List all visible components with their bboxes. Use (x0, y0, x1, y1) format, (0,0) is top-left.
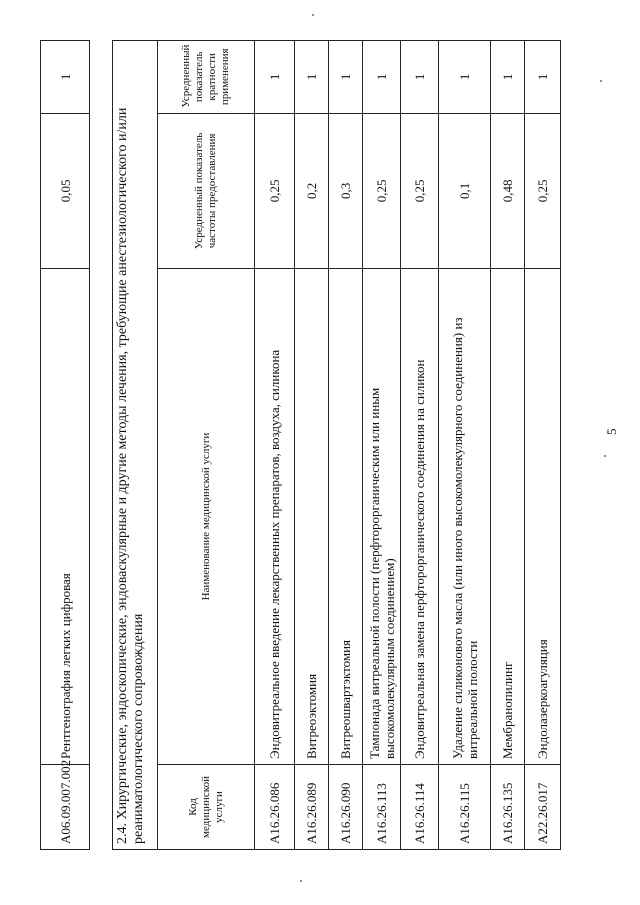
table-row (255, 41, 295, 850)
service-code: A16.26.113 (363, 764, 401, 849)
service-code: A16.26.115 (439, 764, 491, 849)
multiplicity-value: 1 (401, 41, 439, 114)
multiplicity-value: 1 (329, 41, 363, 114)
header-multiplicity: Усредненный показатель кратности применения (158, 41, 255, 114)
table-row (363, 41, 401, 850)
service-code: A16.26.135 (491, 764, 525, 849)
service-code: A06.09.007.002 (41, 764, 90, 849)
frequency-value: 0,25 (401, 113, 439, 269)
frequency-value: 0,25 (525, 113, 561, 269)
service-code: A16.26.090 (329, 764, 363, 849)
table-row (401, 41, 439, 850)
scan-speck (312, 14, 314, 16)
multiplicity-value: 1 (255, 41, 295, 114)
scan-speck (600, 80, 602, 82)
header-row (158, 41, 255, 850)
service-name: Эндолазеркоагуляция (525, 269, 561, 765)
table-row (295, 41, 329, 850)
service-name: Мембранопилинг (491, 269, 525, 765)
table-row (439, 41, 491, 850)
service-name: Тампонада витреальной полости (перфторорганическим или иным высокомолекулярным соединением) (363, 269, 401, 765)
frequency-value: 0,3 (329, 113, 363, 269)
scan-speck (300, 880, 302, 882)
service-name: Витреошвартэктомия (329, 269, 363, 765)
service-code: A16.26.089 (295, 764, 329, 849)
service-code: A22.26.017 (525, 764, 561, 849)
section-title: 2.4. Хирургические, эндоскопические, эндоваскулярные и другие методы лечения, требующие анестезиологического и/или реаниматологического сопровождения (113, 41, 158, 850)
multiplicity-value: 1 (363, 41, 401, 114)
multiplicity-value: 1 (41, 41, 90, 114)
multiplicity-value: 1 (439, 41, 491, 114)
multiplicity-value: 1 (525, 41, 561, 114)
service-code: A16.26.086 (255, 764, 295, 849)
table-row (329, 41, 363, 850)
table-row (41, 41, 90, 850)
header-code: Код медицинской услуги (158, 764, 255, 849)
table-row (491, 41, 525, 850)
top-table (40, 40, 90, 850)
frequency-value: 0,1 (439, 113, 491, 269)
service-name: Витреоэктомия (295, 269, 329, 765)
frequency-value: 0,05 (41, 113, 90, 269)
service-name: Удаление силиконового масла (или иного высокомолекулярного соединения) из витреальной полости (439, 269, 491, 765)
multiplicity-value: 1 (295, 41, 329, 114)
section-row (113, 41, 158, 850)
multiplicity-value: 1 (491, 41, 525, 114)
service-name: Рентгенография легких цифровая (41, 269, 90, 765)
page-number: 5 (604, 428, 619, 435)
services-table (112, 40, 561, 850)
frequency-value: 0,48 (491, 113, 525, 269)
frequency-value: 0,25 (255, 113, 295, 269)
service-name: Эндовитреальное введение лекарственных препаратов, воздуха, силикона (255, 269, 295, 765)
table-row (525, 41, 561, 850)
frequency-value: 0,25 (363, 113, 401, 269)
scan-speck (604, 455, 606, 457)
service-name: Эндовитреальная замена перфторорганического соединения на силикон (401, 269, 439, 765)
service-code: A16.26.114 (401, 764, 439, 849)
header-frequency: Усредненный показатель частоты предоставления (158, 113, 255, 269)
header-name: Наименование медицинской услуги (158, 269, 255, 765)
frequency-value: 0,2 (295, 113, 329, 269)
